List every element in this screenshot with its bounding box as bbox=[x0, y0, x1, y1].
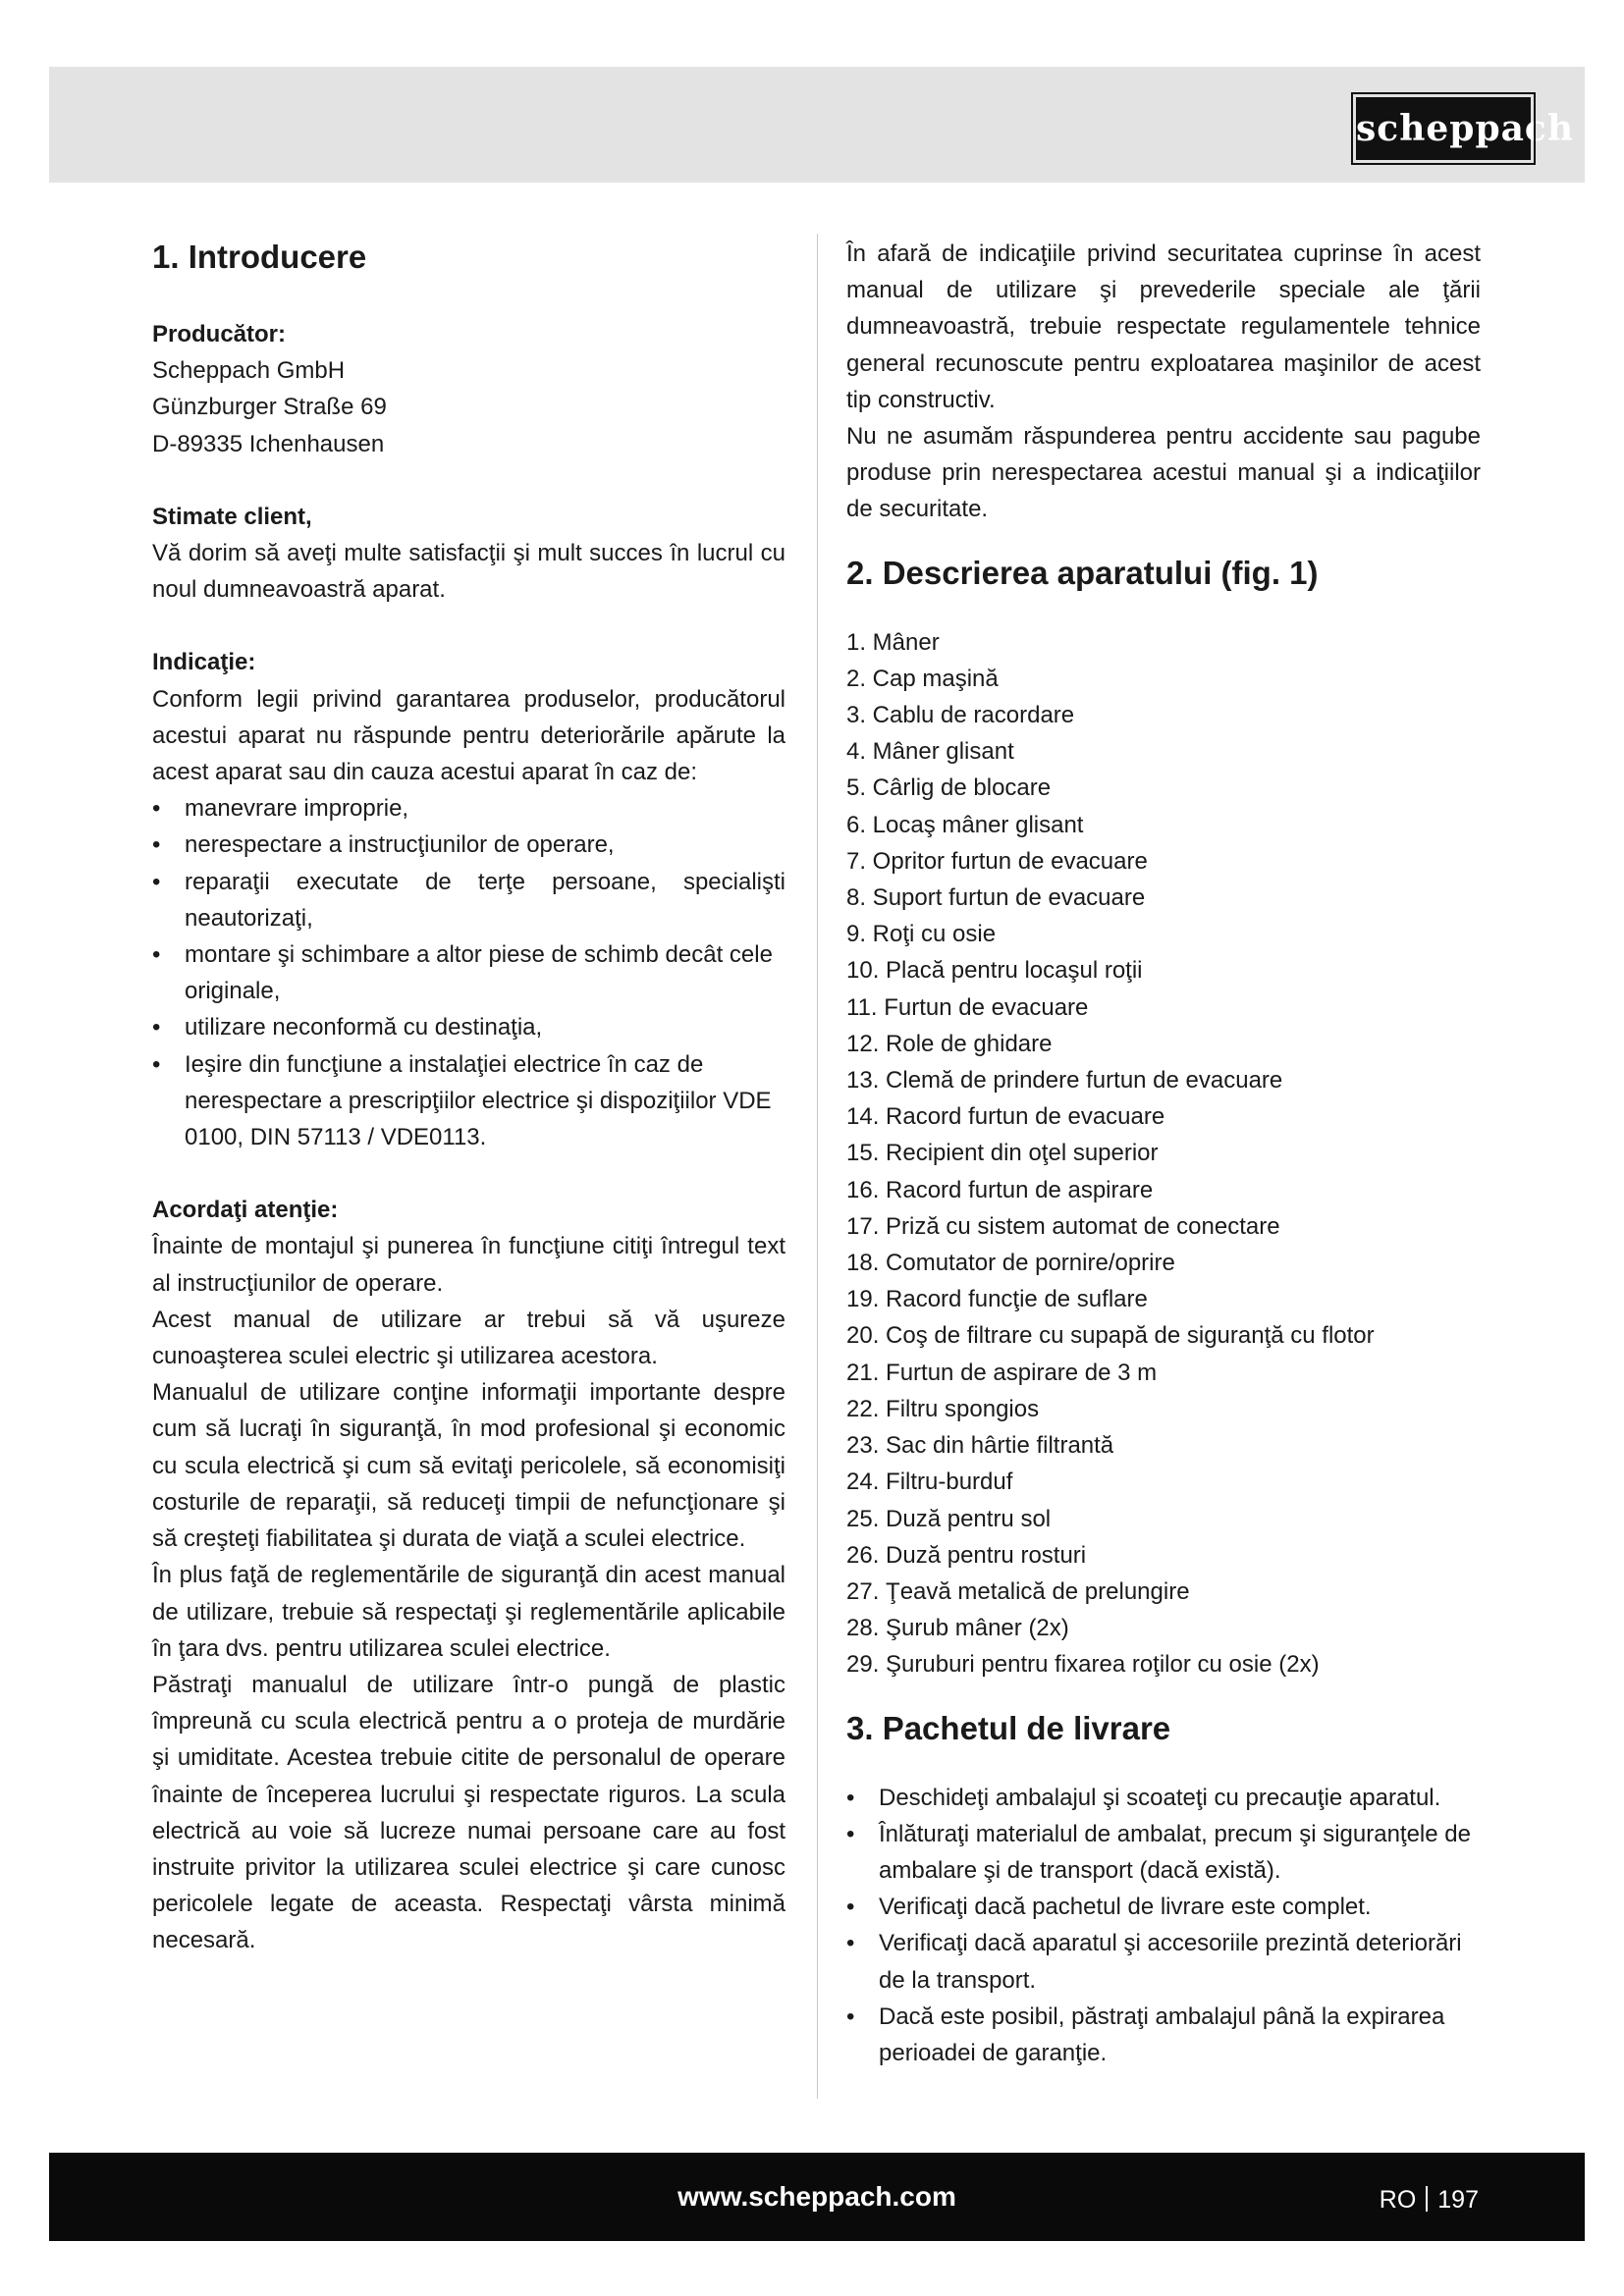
list-item: 5. Cârlig de blocare bbox=[846, 774, 1052, 802]
section-3-heading: 3. Pachetul de livrare bbox=[846, 1709, 1171, 1746]
list-item: 28. Şurub mâner (2x) bbox=[846, 1615, 1069, 1642]
list-item: • manevrare improprie, bbox=[152, 790, 785, 827]
list-item: • Verificaţi dacă pachetul de livrare este complet. bbox=[846, 1889, 1481, 1925]
indication-list bbox=[152, 790, 785, 1155]
parts-list bbox=[846, 624, 1481, 1683]
list-item: 21. Furtun de aspirare de 3 m bbox=[846, 1359, 1158, 1386]
manufacturer-line: D-89335 Ichenhausen bbox=[152, 430, 385, 457]
manufacturer-line: Günzburger Straße 69 bbox=[152, 394, 387, 421]
list-item: • reparaţii executate de terţe persoane, specialişti neautorizaţi, bbox=[152, 864, 785, 936]
list-item: 1. Mâner bbox=[846, 628, 940, 656]
page-number bbox=[1380, 2153, 1479, 2247]
list-item: • Verificaţi dacă aparatul şi accesoriile prezintă deteriorări de la transport. bbox=[846, 1925, 1481, 1998]
customer-text: Vă dorim să aveţi multe satisfacţii şi mult succes în lucrul cu noul dumneavoastră aparat. bbox=[152, 540, 785, 604]
footer-bar bbox=[49, 2153, 1585, 2241]
list-item: 8. Suport furtun de evacuare bbox=[846, 884, 1146, 912]
list-item: 4. Mâner glisant bbox=[846, 738, 1014, 766]
list-item: 19. Racord funcţie de suflare bbox=[846, 1286, 1148, 1313]
list-item: 20. Coş de filtrare cu supapă de siguranţă cu flotor bbox=[846, 1322, 1375, 1350]
attention-paragraph: Acest manual de utilizare ar trebui să vă uşureze cunoaşterea sculei electric şi utilizarea acestora. bbox=[152, 1306, 785, 1370]
attention-paragraph: Păstraţi manualul de utilizare într-o pungă de plastic împreună cu scula electrică pentru a o proteja de murdărie şi umiditate. Acestea trebuie citite de personalul de operare înainte de începerea lucrului şi respectate riguros. La scula electrică au voie să lucreze numai persoane care au fost instruite privitor la utilizarea sculei electrice şi care cunosc pericolele legate de aceasta. Respectaţi vârsta minimă necesară. bbox=[152, 1671, 785, 1954]
list-item: 11. Furtun de evacuare bbox=[846, 993, 1089, 1021]
list-item: 7. Opritor furtun de evacuare bbox=[846, 847, 1148, 875]
delivery-list bbox=[846, 1780, 1481, 2072]
list-item: 6. Locaş mâner glisant bbox=[846, 811, 1084, 838]
scheppach-logo: scheppach bbox=[1353, 94, 1534, 163]
manufacturer-line: Scheppach GmbH bbox=[152, 357, 346, 385]
list-item: 13. Clemă de prindere furtun de evacuare bbox=[846, 1067, 1283, 1095]
website-link[interactable]: www.scheppach.com bbox=[677, 2181, 956, 2212]
language-code: RO bbox=[1379, 2186, 1417, 2214]
list-item: • Înlăturaţi materialul de ambalat, precum şi siguranţele de ambalare şi de transport (dacă există). bbox=[846, 1816, 1481, 1889]
column-divider bbox=[817, 234, 818, 2099]
list-item: 2. Cap maşină bbox=[846, 665, 999, 692]
attention-paragraph: Manualul de utilizare conţine informaţii importante despre cum să lucraţi în siguranţă, în mod profesional şi economic cu scula electrică şi cum să evitaţi pericolele, să economisiţi costurile de reparaţii, să reduceţi timpii de nefuncţionare şi să creşteţi fiabilitatea şi durata de viaţă a sculei electrice. bbox=[152, 1379, 785, 1553]
manufacturer-label: Producător: bbox=[152, 321, 287, 347]
list-item: • Dacă este posibil, păstraţi ambalajul până la expirarea perioadei de garanţie. bbox=[846, 1999, 1481, 2071]
list-item: 22. Filtru spongios bbox=[846, 1395, 1040, 1422]
attention-label: Acordaţi atenţie: bbox=[152, 1197, 339, 1224]
list-item: 12. Role de ghidare bbox=[846, 1030, 1053, 1057]
section-1-heading: 1. Introducere bbox=[152, 239, 367, 275]
list-item: • utilizare neconformă cu destinaţia, bbox=[152, 1009, 785, 1045]
list-item: • Ieşire din funcţiune a instalaţiei electrice în caz de nerespectare a prescripţiilor electrice şi dispoziţiilor VDE 0100, DIN 57113 / VDE0113. bbox=[152, 1046, 785, 1156]
attention-paragraph: În plus faţă de reglementările de siguranţă din acest manual de utilizare, trebuie să respectaţi şi reglementările aplicabile în ţara dvs. pentru utilizarea sculei electrice. bbox=[152, 1562, 785, 1662]
left-column bbox=[152, 236, 785, 1959]
list-item: 9. Roţi cu osie bbox=[846, 921, 997, 948]
section-2-heading: 2. Descrierea aparatului (fig. 1) bbox=[846, 554, 1319, 591]
list-item: 3. Cablu de racordare bbox=[846, 702, 1075, 729]
list-item: 18. Comutator de pornire/oprire bbox=[846, 1250, 1175, 1277]
list-item: 14. Racord furtun de evacuare bbox=[846, 1103, 1165, 1131]
list-item: 27. Ţeavă metalică de prelungire bbox=[846, 1577, 1190, 1605]
list-item: 23. Sac din hârtie filtrantă bbox=[846, 1432, 1114, 1460]
right-column bbox=[846, 236, 1481, 2071]
page-number-value: 197 bbox=[1437, 2186, 1479, 2214]
separator bbox=[1426, 2186, 1428, 2212]
list-item: 26. Duză pentru rosturi bbox=[846, 1541, 1087, 1569]
header-band bbox=[49, 67, 1585, 183]
list-item: • Deschideţi ambalajul şi scoateţi cu precauţie aparatul. bbox=[846, 1780, 1481, 1816]
intro-paragraph: În afară de indicaţiile privind securitatea cuprinse în acest manual de utilizare şi prevederile speciale ale ţării dumneavoastră, trebuie respectate regulamentele tehnice general recunoscute pentru exploatarea maşinilor de acest tip constructiv. bbox=[846, 240, 1481, 413]
list-item: 17. Priză cu sistem automat de conectare bbox=[846, 1212, 1280, 1240]
list-item: 25. Duză pentru sol bbox=[846, 1505, 1052, 1532]
intro-paragraph: Nu ne asumăm răspunderea pentru accidente sau pagube produse prin nerespectarea acestui manual şi a indicaţiilor de securitate. bbox=[846, 423, 1481, 523]
list-item: • montare şi schimbare a altor piese de schimb decât cele originale, bbox=[152, 936, 785, 1009]
list-item: 16. Racord furtun de aspirare bbox=[846, 1176, 1154, 1203]
list-item: 29. Şuruburi pentru fixarea roţilor cu osie (2x) bbox=[846, 1651, 1320, 1679]
attention-paragraph: Înainte de montajul şi punerea în funcţiune citiţi întregul text al instrucţiunilor de operare. bbox=[152, 1233, 785, 1297]
list-item: • nerespectare a instrucţiunilor de operare, bbox=[152, 827, 785, 863]
customer-label: Stimate client, bbox=[152, 503, 312, 530]
indication-text: Conform legii privind garantarea produselor, producătorul acestui aparat nu răspunde pentru deteriorările apărute la acest aparat sau din cauza acestui aparat în caz de: bbox=[152, 685, 785, 786]
list-item: 15. Recipient din oţel superior bbox=[846, 1140, 1159, 1167]
indication-label: Indicaţie: bbox=[152, 649, 256, 676]
list-item: 24. Filtru-burduf bbox=[846, 1468, 1013, 1496]
list-item: 10. Placă pentru locaşul roţii bbox=[846, 957, 1143, 985]
